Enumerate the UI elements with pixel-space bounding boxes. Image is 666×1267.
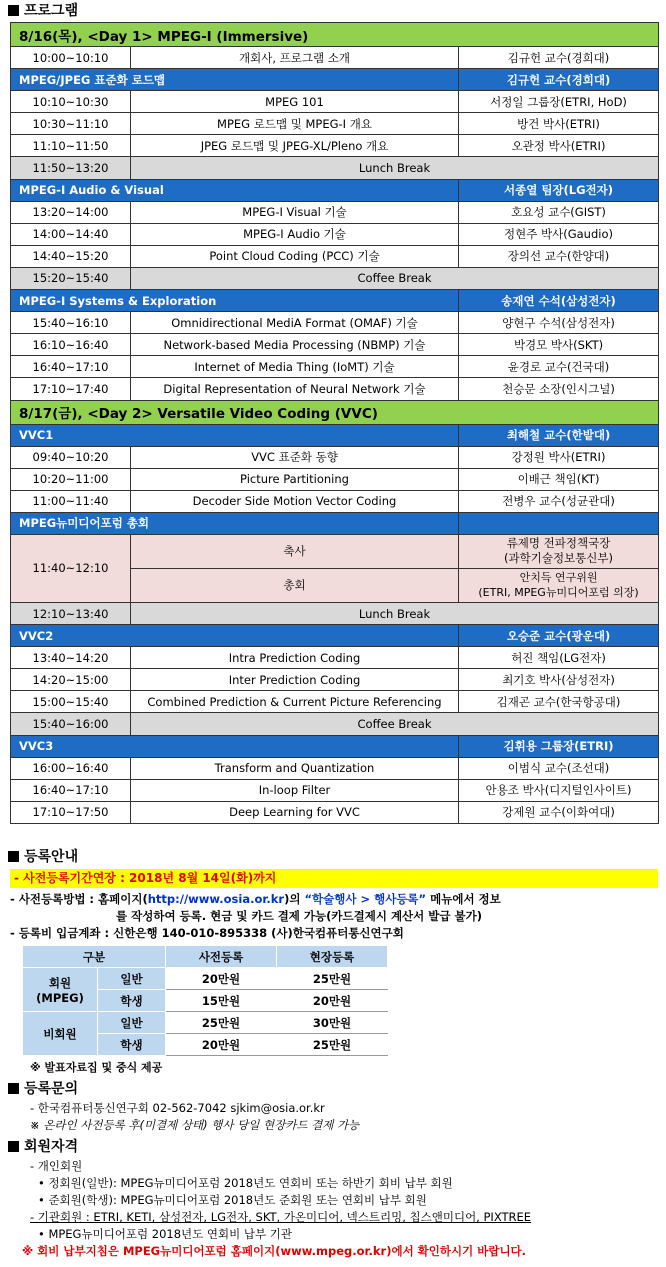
inquiry-note: ※ 온라인 사전등록 후(미결제 상태) 행사 당일 현장카드 결제 가능: [30, 1118, 360, 1132]
talk-row: 17:10~17:40 Digital Representation of Neural Network 기술 천승문 소장(인시그널): [11, 378, 659, 400]
inquiry-heading: 등록문의: [0, 1078, 666, 1100]
square-bullet-icon: [8, 1141, 19, 1152]
talk-row: 14:40~15:20 Point Cloud Coding (PCC) 기술 장의선 교수(한양대): [11, 245, 659, 267]
session-header-row: MPEG/JPEG 표준화 로드맵 김규헌 교수(경희대): [11, 69, 659, 91]
talk-row: 10:10~10:30 MPEG 101 서정일 그룹장(ETRI, HoD): [11, 91, 659, 113]
membership-heading: 회원자격: [0, 1136, 666, 1158]
talk-row: 17:10~17:50 Deep Learning for VVC 강제원 교수(이화여대): [11, 801, 659, 823]
account-info: - 등록비 입금계좌 : 신한은행 140-010-895338 (사)한국컴퓨터통신연구회: [10, 926, 404, 940]
fee-table: 구분 사전등록 현장등록 회원 (MPEG) 일반 20만원 25만원 학생 15만원 20만원 비회원 일반 25만원 30만원 학생 20만원 25만원: [22, 945, 388, 1056]
member-label: 회원 (MPEG): [23, 968, 98, 1012]
talk-row: 10:00~10:10 개회사, 프로그램 소개 김규헌 교수(경희대): [11, 47, 659, 69]
break-row: 12:10~13:40 Lunch Break: [11, 602, 659, 624]
registration-section: 등록안내 - 사전등록기간연장 : 2018년 8월 14일(화)까지 - 사전등록방법 : 홈페이지(http://www.osia.or.kr)의 “학술행사 > 행사등록” 메뉴에서 정보 를 작성하여 등록. 현금 및 카드 결제 가능(카드결제시 계산서 발급 불가) - 등록비 입금계좌 : 신한은행 140-010-895338 (사)한국컴퓨터통신연구회 구분 사전등록 현장등록 회원 (MPEG) 일반 20만원 25만원 학생 15만원 20만원 비회원 일반 25만원 30만원 학생 20만원 25만원 ※ 발표자료집 및 중식 제공 등록문의 - 한국컴퓨터통신연구회 02-562-7042 sjkim@osia.or.kr ※ 온라인 사전등록 후(미결제 상태) 행사 당일 현장카드 결제 가능 회원자격 - 개인회원 • 정회원(일반): MPEG뉴미디어포럼 2018년도 연회비 또는 하반기 회비 납부 회원 • 준회원(학생): MPEG뉴미디어포럼 2018년도 준회원 또는 연회비 납부 회원 - 기관회원 : ETRI, KETI, 삼성전자, LG전자, SKT, 가온미디어, 넥스트리밍, 칩스앤미디어, PIXTREE • MPEG뉴미디어포럼 2018년도 연회비 납부 기관 ※ 회비 납부지침은 MPEG뉴미디어포럼 홈페이지(www.mpeg.or.kr)에서 확인하시기 바랍니다.: [0, 845, 666, 1260]
day-header-row: 8/16(목), <Day 1> MPEG-I (Immersive): [11, 23, 659, 47]
session-header-row: VVC3 김휘용 그룹장(ETRI): [11, 735, 659, 757]
talk-row: 11:10~11:50 JPEG 로드맵 및 JPEG-XL/Pleno 개요 오관정 박사(ETRI): [11, 135, 659, 157]
square-bullet-icon: [8, 5, 19, 16]
membership-notice: ※ 회비 납부지침은 MPEG뉴미디어포럼 홈페이지(www.mpeg.or.kr)에서 확인하시기 바랍니다.: [22, 1244, 527, 1258]
talk-row: 14:00~14:40 MPEG-I Audio 기술 정현주 박사(Gaudio): [11, 223, 659, 245]
talk-row: 16:00~16:40 Transform and Quantization 이범식 교수(조선대): [11, 757, 659, 779]
talk-row: 14:20~15:00 Inter Prediction Coding 최기호 박사(삼성전자): [11, 669, 659, 691]
talk-row: 10:30~11:10 MPEG 로드맵 및 MPEG-I 개요 방건 박사(ETRI): [11, 113, 659, 135]
talk-row: 15:40~16:10 Omnidirectional MediA Format (OMAF) 기술 양현구 수석(삼성전자): [11, 312, 659, 334]
osia-link[interactable]: http://www.osia.or.kr: [147, 892, 285, 906]
talk-row: 13:20~14:00 MPEG-I Visual 기술 호요성 교수(GIST): [11, 201, 659, 223]
fee-header: 사전등록: [166, 946, 277, 968]
registration-method-line2: 를 작성하여 등록. 현금 및 카드 결제 가능(카드결제시 계산서 발급 불가): [116, 909, 482, 923]
session-header-row: VVC2 오승준 교수(광운대): [11, 625, 659, 647]
program-table: [10, 22, 659, 824]
session-header-row: MPEG뉴미디어포럼 총회: [11, 512, 659, 534]
talk-row: 13:40~14:20 Intra Prediction Coding 허진 책임(LG전자): [11, 647, 659, 669]
break-row: 11:50~13:20 Lunch Break: [11, 157, 659, 179]
session-header-row: VVC1 최해철 교수(한밭대): [11, 424, 659, 446]
registration-method: - 사전등록방법 : 홈페이지(http://www.osia.or.kr)의 “학술행사 > 행사등록” 메뉴에서 정보: [10, 892, 501, 906]
fee-header: 구분: [23, 946, 166, 968]
day-header-row: 8/17(금), <Day 2> Versatile Video Coding (VVC): [11, 400, 659, 424]
session-header-row: MPEG-I Audio & Visual 서종열 팀장(LG전자): [11, 179, 659, 201]
talk-row: 15:00~15:40 Combined Prediction & Current Picture Referencing 김재곤 교수(한국항공대): [11, 691, 659, 713]
assembly-row: 총회 안치득 연구위원 (ETRI, MPEG뉴미디어포럼 의장): [11, 568, 659, 602]
talk-row: 16:40~17:10 In-loop Filter 안용조 박사(디지털인사이트): [11, 779, 659, 801]
talk-row: 10:20~11:00 Picture Partitioning 이배근 책임(KT): [11, 468, 659, 490]
session-header-row: MPEG-I Systems & Exploration 송재연 수석(삼성전자): [11, 290, 659, 312]
fee-header: 현장등록: [277, 946, 388, 968]
talk-row: 16:10~16:40 Network-based Media Processing (NBMP) 기술 박경모 박사(SKT): [11, 334, 659, 356]
square-bullet-icon: [8, 851, 19, 862]
talk-row: 16:40~17:10 Internet of Media Thing (IoMT) 기술 윤경로 교수(건국대): [11, 356, 659, 378]
inquiry-contact: - 한국컴퓨터통신연구회 02-562-7042 sjkim@osia.or.kr: [30, 1101, 325, 1115]
fee-note: ※ 발표자료집 및 중식 제공: [30, 1061, 163, 1074]
nonmember-label: 비회원: [23, 1012, 98, 1056]
break-row: 15:20~15:40 Coffee Break: [11, 267, 659, 289]
break-row: 15:40~16:00 Coffee Break: [11, 713, 659, 735]
square-bullet-icon: [8, 1083, 19, 1094]
talk-row: 11:00~11:40 Decoder Side Motion Vector Coding 전병우 교수(성균관대): [11, 490, 659, 512]
deadline-highlight: - 사전등록기간연장 : 2018년 8월 14일(화)까지: [10, 869, 658, 888]
talk-row: 09:40~10:20 VVC 표준화 동향 강정원 박사(ETRI): [11, 446, 659, 468]
assembly-row: 11:40~12:10 축사 류제명 전파정책국장 (과학기술정보통신부): [11, 534, 659, 568]
program-heading: 프로그램: [0, 0, 78, 22]
registration-heading: 등록안내: [0, 845, 666, 869]
